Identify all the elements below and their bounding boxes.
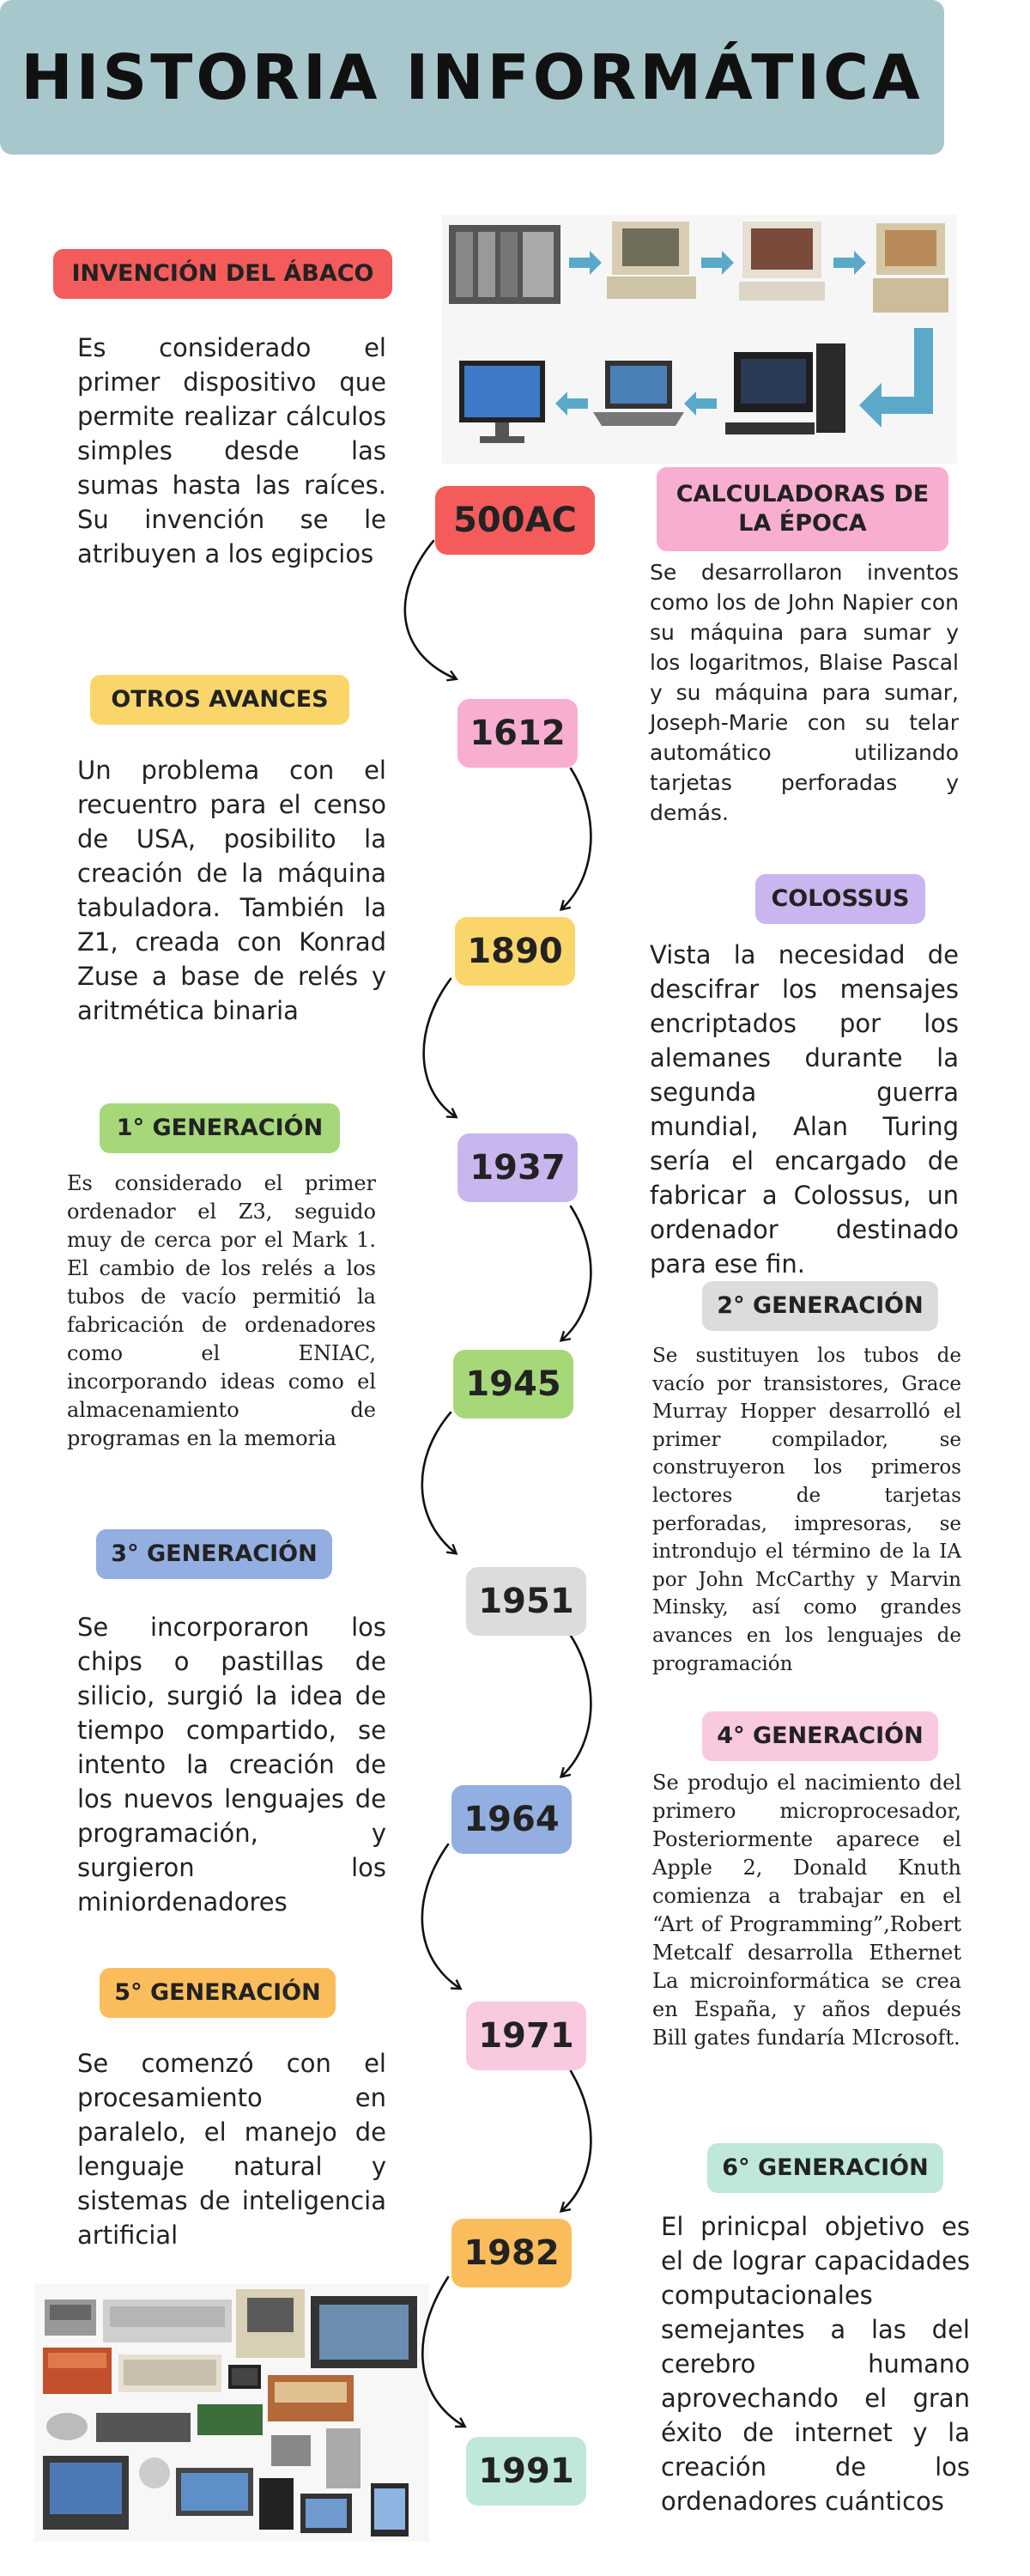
label-quinta-generacion: 5° GENERACIÓN [100, 1968, 336, 2018]
year-badge-1951: 1951 [466, 1567, 586, 1636]
text-tercera-generacion: Se incorporaron los chips o pastillas de silicio, surgió la idea de tiempo compartido, se intento la creación de los nuevos lenguajes de programación, y surgieron los miniordenadores [77, 1613, 386, 1917]
timeline-arrow [422, 1413, 455, 1552]
timeline-arrow [562, 769, 591, 908]
year-badge-1890: 1890 [455, 917, 575, 986]
text-sexta-generacion: El prinicpal objetivo es el de lograr capacidades computacionales semejantes a las del cerebro humano aprovechando el gran éxito de internet y la creación de los ordenadores cuánticos [661, 2212, 970, 2516]
timeline-arrow [562, 2071, 591, 2210]
text-calculadoras-epoca: Se desarrollaron inventos como los de John Napier con su máquina para sumar y los logaritmos, Blaise Pascal y su máquina para sumar, Joseph-Marie con su telar automático utilizando tarjetas perforadas y demás. [650, 560, 959, 825]
label-primera-generacion: 1° GENERACIÓN [100, 1103, 340, 1153]
label-colossus: COLOSSUS [755, 874, 925, 924]
year-badge-1612: 1612 [457, 699, 578, 768]
label-calculadoras-epoca: CALCULADORAS DE LA ÉPOCA [657, 467, 948, 551]
year-badge-1964: 1964 [451, 1785, 572, 1854]
timeline-arrow [405, 541, 455, 678]
label-cuarta-generacion: 4° GENERACIÓN [702, 1711, 938, 1761]
year-badge-1982: 1982 [451, 2219, 572, 2287]
timeline-arrow [562, 1206, 591, 1340]
year-badge-500ac: 500AC [435, 486, 595, 555]
timeline-arrow [424, 979, 455, 1116]
text-quinta-generacion: Se comenzó con el procesamiento en paralelo, el manejo de lenguaje natural y sistemas de inteligencia artificial [77, 2049, 386, 2250]
label-sexta-generacion: 6° GENERACIÓN [707, 2143, 943, 2193]
text-otros-avances: Un problema con el recuentro para el censo de USA, posibilito la creación de la máquina tabuladora. También la Z1, creada con Konrad Zuse a base de relés y aritmética binaria [77, 756, 386, 1025]
text-cuarta-generacion: Se produjo el nacimiento del primero microprocesador, Posteriormente aparece el Apple 2, Donald Knuth comienza a trabajar en el “Art of Programming”,Robert Metcalf desarrolla Ethernet La microinformática se crea en España, y años depués Bill gates fundaría MIcrosoft. [652, 1771, 961, 2050]
text-primera-generacion: Es considerado el primer ordenador el Z3, seguido muy de cerca por el Mark 1. El cambio de los relés a los tubos de vacío permitió la fabricación de ordenadores como el ENIAC, incorporando ideas como el almacenamiento de programas en la memoria [67, 1171, 376, 1450]
timeline-arrow [422, 2277, 464, 2426]
year-badge-1945: 1945 [453, 1350, 573, 1419]
label-otros-avances: OTROS AVANCES [90, 675, 349, 725]
page-title: HISTORIA INFORMÁTICA [21, 41, 924, 113]
label-tercera-generacion: 3° GENERACIÓN [96, 1529, 332, 1579]
year-badge-1971: 1971 [466, 2002, 586, 2070]
label-segunda-generacion: 2° GENERACIÓN [702, 1281, 938, 1331]
year-badge-1937: 1937 [457, 1133, 578, 1202]
label-invencion-abaco: INVENCIÓN DEL ÁBACO [53, 249, 392, 299]
text-colossus: Vista la necesidad de descifrar los mensajes encriptados por los alemanes durante la segunda guerra mundial, Alan Turing sería el encargado de fabricar a Colossus, un ordenador destinado para ese fin. [650, 940, 959, 1279]
year-badge-1991: 1991 [466, 2437, 586, 2506]
timeline-arrow [422, 1844, 459, 1988]
text-invencion-abaco: Es considerado el primer dispositivo que permite realizar cálculos simples desde las sumas hasta las raíces. Su invención se le atribuyen a los egipcios [77, 333, 386, 568]
text-segunda-generacion: Se sustituyen los tubos de vacío por transistores, Grace Murray Hopper desarrolló el primer compilador, se construyeron los primeros lectores de tarjetas perforadas, impresoras, se introndujo el término de la IA por John McCarthy y Marvin Minsky, así como grandes avances en los lenguajes de programación [652, 1345, 961, 1675]
timeline-arrow [562, 1636, 591, 1776]
